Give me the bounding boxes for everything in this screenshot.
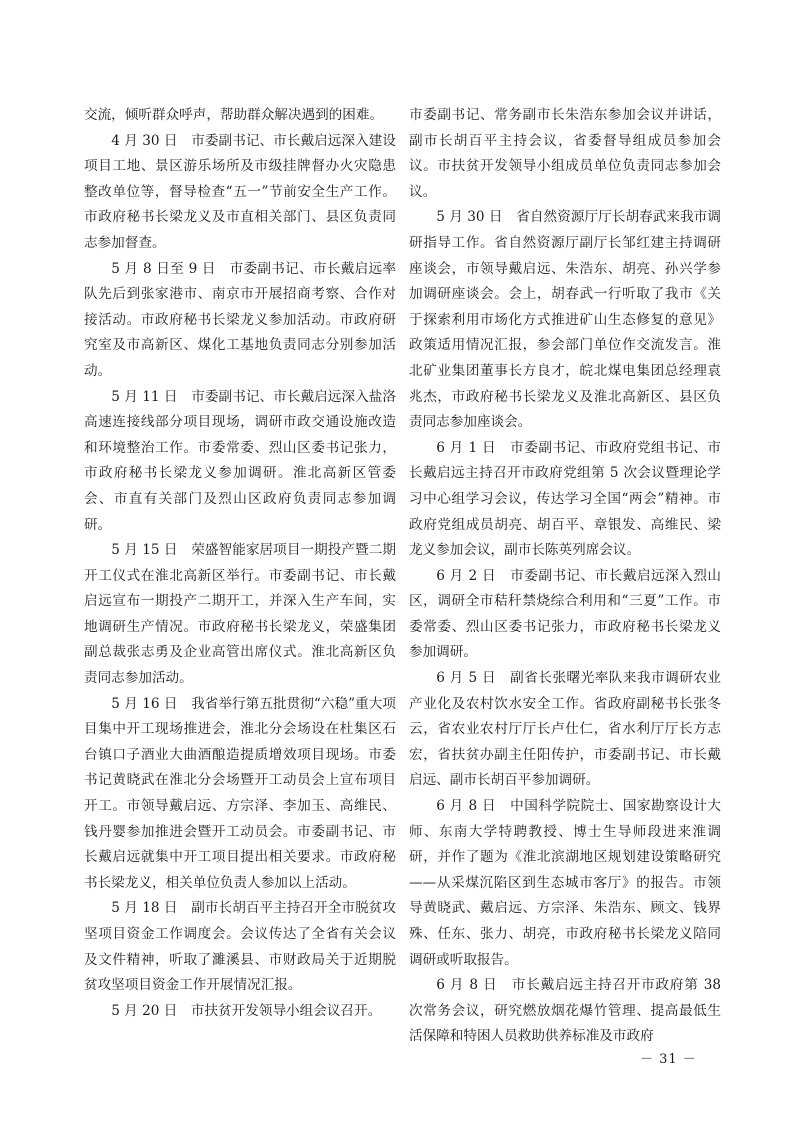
entry-may-20: 5 月 20 日 市扶贫开发领导小组会议召开。 — [111, 1002, 382, 1019]
entry-may-15: 5 月 15 日 荣盛智能家居项目一期投产暨二期开工仪式在淮北高新区举行。市委副书记、市长戴启远宣布一期投产二期开工，并深入生产车间，实地调研生产情况。市政府秘书长梁龙义，荣盛集团副总裁张志勇及企业高管出席仪式。淮北高新区负责同志参加活动。 — [84, 542, 396, 687]
entry-may-30: 5 月 30 日 省自然资源厅厅长胡春武来我市调研指导工作。省自然资源厅副厅长邹红建主持调研座谈会，市领导戴启远、朱浩东、胡亮、孙兴学参加调研座谈会。会上，胡春武一行听取了我市《关于探索利用市场化方式推进矿山生态修复的意见》政策适用情况汇报，参会部门单位作交流发言。淮北矿业集团董事长方良才，皖北煤电集团总经理袁兆杰，市政府秘书长梁龙义及淮北高新区、县区负责同志参加座谈会。 — [409, 209, 721, 431]
entry-jun-2: 6 月 2 日 市委副书记、市长戴启远深入烈山区，调研全市秸秆禁烧综合利用和“三夏”工作。市委常委、烈山区委书记张力，市政府秘书长梁龙义参加调研。 — [409, 567, 721, 661]
entry-jun-5: 6 月 5 日 副省长张曙光率队来我市调研农业产业化及农村饮水安全工作。省政府副秘书长张冬云，省农业农村厅厅长卢仕仁，省水利厅厅长方志宏，省扶贫办副主任阳传护，市委副书记、市长戴启远、副市长胡百平参加调研。 — [409, 670, 721, 789]
entry-jun-8-lecture: 6 月 8 日 中国科学院院士、国家勘察设计大师、东南大学特聘教授、博士生导师段进来淮调研，并作了题为《淮北滨湖地区规划建设策略研究——从采煤沉陷区到生态城市客厅》的报告。市领导黄晓武、戴启远、方宗泽、朱浩东、顾文、钱界殊、任东、张力、胡亮，市政府秘书长梁龙义陪同调研或听取报告。 — [409, 798, 721, 968]
entry-jun-1: 6 月 1 日 市委副书记、市政府党组书记、市长戴启远主持召开市政府党组第 5 次会议暨理论学习中心组学习会议，传达学习全国“两会”精神。市政府党组成员胡亮、胡百平、章银发、高维民、梁龙义参加会议，副市长陈英列席会议。 — [409, 439, 721, 559]
entry-may-20-continuation: 市委副书记、常务副市长朱浩东参加会议并讲话，副市长胡百平主持会议，省委督导组成员参加会议。市扶贫开发领导小组成员单位负责同志参加会议。 — [409, 107, 721, 200]
entry-may-18: 5 月 18 日 副市长胡百平主持召开全市脱贫攻坚项目资金工作调度会。会议传达了全省有关会议及文件精神，听取了濉溪县、市财政局关于近期脱贫攻坚项目资金工作开展情况汇报。 — [84, 900, 396, 994]
entry-may-11: 5 月 11 日 市委副书记、市长戴启远深入盐洛高速连接线部分项目现场，调研市政交通设施改造和环境整治工作。市委常委、烈山区委书记张力，市政府秘书长梁龙义参加调研。淮北高新区管委会、市直有关部门及烈山区政府负责同志参加调研。 — [84, 388, 396, 533]
entry-apr-30: 4 月 30 日 市委副书记、市长戴启远深入建设项目工地、景区游乐场所及市级挂牌督办火灾隐患整改单位等，督导检查“五一”节前安全生产工作。市政府秘书长梁龙义及市直相关部门、县区负责同志参加督查。 — [84, 132, 396, 251]
right-column — [409, 103, 721, 1050]
entry-may-8-9: 5 月 8 日至 9 日 市委副书记、市长戴启远率队先后到张家港市、南京市开展招商考察、合作对接活动。市政府秘书长梁龙义参加活动。市政府研究室及市高新区、煤化工基地负责同志分别参加活动。 — [84, 260, 396, 379]
entry-jun-8-meeting: 6 月 8 日 市长戴启远主持召开市政府第 38 次常务会议，研究燃放烟花爆竹管理、提高最低生活保障和特困人员救助供养标准及市政府 — [409, 977, 721, 1045]
page-number: － 31 － — [640, 1052, 697, 1067]
paragraph-continuation: 交流，倾听群众呼声，帮助群众解决遇到的困难。 — [84, 107, 384, 123]
left-column — [84, 103, 396, 1024]
entry-may-16: 5 月 16 日 我省举行第五批贯彻“六稳”重大项目集中开工现场推进会，淮北分会场设在杜集区石台镇口子酒业大曲酒酿造提质增效项目现场。市委书记黄晓武在淮北分会场暨开工动员会上宣布项目开工。市领导戴启远、方宗泽、李加玉、高维民、钱丹婴参加推进会暨开工动员会。市委副书记、市长戴启远就集中开工项目提出相关要求。市政府秘书长梁龙义，相关单位负责人参加以上活动。 — [84, 695, 396, 891]
